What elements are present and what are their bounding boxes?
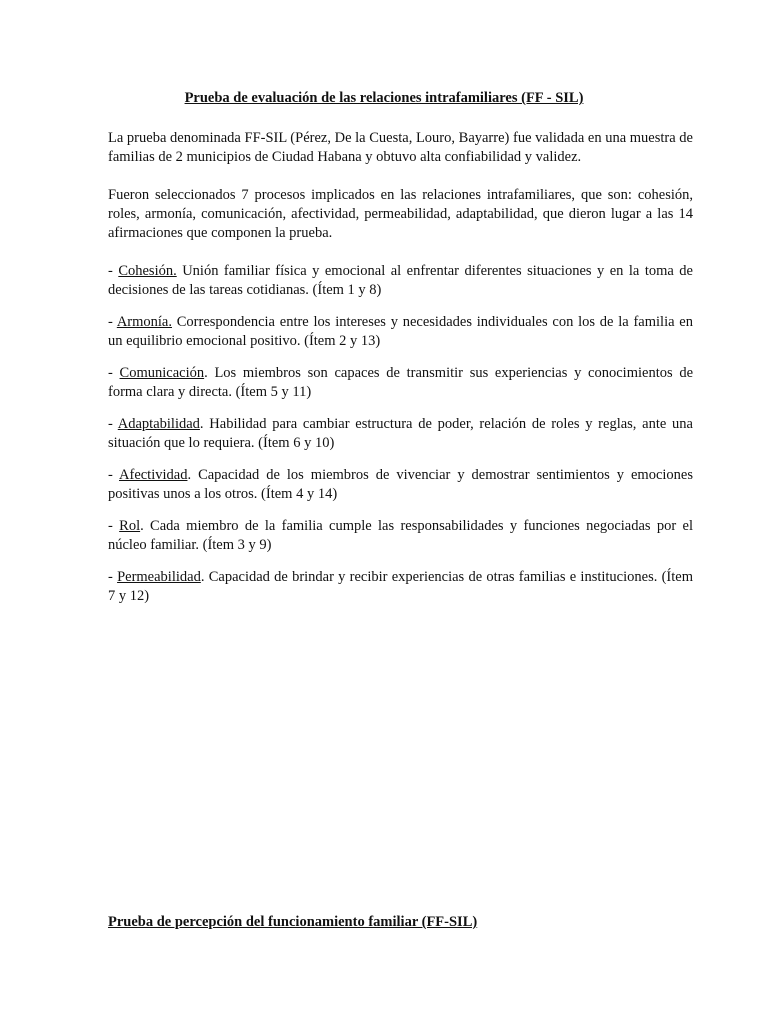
list-item-afectividad — [108, 466, 693, 504]
section-title: Prueba de percepción del funcionamiento familiar (FF-SIL) — [108, 914, 478, 930]
list-item-comunicacion — [108, 364, 693, 402]
list-item-armonia — [108, 313, 693, 351]
item-text: Unión familiar física y emocional al enfrentar diferentes situaciones y en la toma de decisiones de las tareas cotidianas. (Ítem 1 y 8) — [108, 263, 693, 298]
item-prefix: - — [108, 314, 117, 330]
item-text: . Capacidad de los miembros de vivenciar y demostrar sentimientos y emociones positivas unos a los otros. (Ítem 4 y 14) — [108, 467, 694, 502]
item-text: . Habilidad para cambiar estructura de poder, relación de roles y reglas, ante una situación que lo requiera. (Ítem 6 y 10) — [108, 416, 693, 451]
item-text: . Cada miembro de la familia cumple las responsabilidades y funciones negociadas por el núcleo familiar. (Ítem 3 y 9) — [108, 518, 693, 553]
item-term: Afectividad — [119, 467, 188, 483]
item-prefix: - — [108, 518, 120, 534]
item-prefix: - — [108, 365, 120, 381]
item-term: Adaptabilidad — [117, 416, 200, 432]
list-item-cohesion — [108, 262, 693, 300]
item-prefix: - — [108, 569, 118, 585]
item-text: . Capacidad de brindar y recibir experiencias de otras familias e instituciones. (Ítem 7 y 12) — [108, 569, 693, 604]
document-title: Prueba de evaluación de las relaciones intrafamiliares (FF - SIL) — [184, 90, 584, 106]
item-term: Rol — [119, 518, 141, 534]
item-prefix: - — [108, 263, 119, 279]
list-item-adaptabilidad — [108, 415, 693, 453]
list-item-permeabilidad — [108, 568, 693, 606]
item-prefix: - — [108, 467, 120, 483]
item-term: Permeabilidad — [117, 569, 201, 585]
item-text: . Los miembros son capaces de transmitir sus experiencias y conocimientos de forma clara y directa. (Ítem 5 y 11) — [108, 365, 693, 400]
processes-paragraph: Fueron seleccionados 7 procesos implicados en las relaciones intrafamiliares, que son: cohesión, roles, armonía, comunicación, afectividad, permeabilidad, adaptabilidad, que dieron lugar a las 14 afirmaciones que componen la prueba. — [108, 187, 693, 241]
list-item-rol — [108, 517, 693, 555]
item-prefix: - — [108, 416, 118, 432]
intro-paragraph: La prueba denominada FF-SIL (Pérez, De la Cuesta, Louro, Bayarre) fue validada en una muestra de familias de 2 municipios de Ciudad Habana y obtuvo alta confiabilidad y validez. — [108, 130, 693, 165]
item-term: Comunicación — [119, 365, 205, 381]
item-term: Armonía. — [116, 314, 172, 330]
item-term: Cohesión. — [118, 263, 177, 279]
item-text: Correspondencia entre los intereses y necesidades individuales con los de la familia en un equilibrio emocional positivo. (Ítem 2 y 13) — [108, 314, 693, 349]
